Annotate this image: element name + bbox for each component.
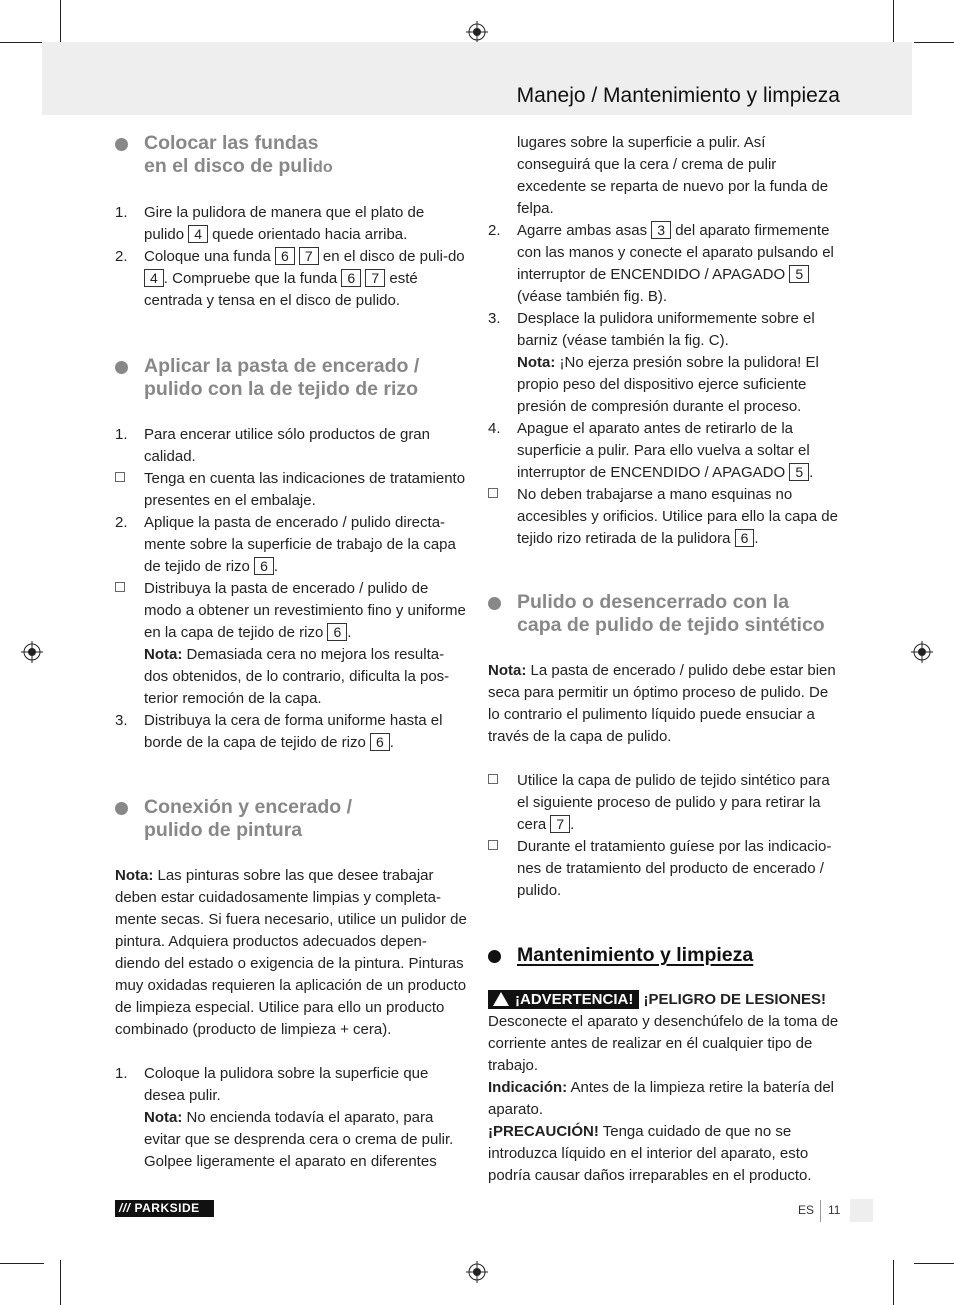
part-number: 6 <box>275 247 295 265</box>
bullet-icon <box>488 950 501 963</box>
checkbox-bullet-icon <box>488 774 498 784</box>
part-number: 6 <box>254 557 274 575</box>
footer-band <box>850 1199 873 1222</box>
precaution-paragraph: ¡PRECAUCIÓN! Tenga cuidado de que no se introduzca líquido en el interior del aparato, esto podría causar daños irreparables en el producto. <box>488 1123 812 1184</box>
crop-mark <box>60 0 61 45</box>
section-heading-colocar-fundas: Colocar las fundas en el disco de pulido <box>115 132 468 179</box>
crop-mark <box>0 42 44 43</box>
list-item: 3. Distribuya la cera de forma uniforme hasta el borde de la capa de tejido de rizo 6 . <box>115 712 443 751</box>
part-number: 6 <box>735 529 755 547</box>
list-item: Durante el tratamiento guíese por las indicacio-nes de tratamiento del producto de encerado / pulido. <box>488 836 840 902</box>
warning-badge: ¡ADVERTENCIA! <box>488 990 639 1009</box>
part-number: 5 <box>789 463 809 481</box>
list-item-continuation: lugares sobre la superficie a pulir. Así conseguirá que la cera / crema de pulir excedente se reparta de nuevo por la funda de felpa. <box>517 134 829 217</box>
list-item: 3. Desplace la pulidora uniformemente sobre el barniz (véase también la fig. C). Nota: ¡No ejerza presión sobre la pulidora! El propio peso del dispositivo ejerce suficiente presión de compresión durante el proceso. <box>488 310 819 415</box>
list-item: 2. Agarre ambas asas 3 del aparato firmemente con las manos y conecte el aparato pulsando el interruptor de ENCENDIDO / APAGADO 5 (véase también fig. B). <box>488 222 834 305</box>
bullet-icon <box>115 138 128 151</box>
indication-paragraph: Indicación: Antes de la limpieza retire la batería del aparato. <box>488 1079 835 1118</box>
crop-mark <box>914 1263 954 1264</box>
part-number: 7 <box>299 247 319 265</box>
part-number: 5 <box>789 265 809 283</box>
footer-divider <box>820 1200 821 1222</box>
section-heading-mantenimiento: Mantenimiento y limpieza <box>488 944 840 967</box>
list-item: 4. Apague el aparato antes de retirarlo de la superficie a pulir. Para ello vuelva a soltar el interruptor de ENCENDIDO / APAGADO 5 . <box>488 420 814 481</box>
page-title: Manejo / Mantenimiento y limpieza <box>516 84 840 107</box>
registration-mark-icon <box>911 641 933 663</box>
left-column <box>115 132 468 1173</box>
parkside-logo: /// PARKSIDE <box>115 1200 214 1217</box>
registration-mark-icon <box>21 641 43 663</box>
list-item: No deben trabajarse a mano esquinas no accesibles y orificios. Utilice para ello la capa de tejido rizo retirada de la pulidora 6 . <box>488 484 840 550</box>
language-code: ES <box>798 1203 815 1217</box>
note-paragraph: Nota: La pasta de encerado / pulido debe estar bien seca para permitir un óptimo proceso de pulido. De lo contrario el pulimento líquido puede ensuciar a través de la capa de pulido. <box>488 662 836 745</box>
crop-mark <box>0 1263 44 1264</box>
section-heading-pulido-desencerrado: Pulido o desencerrado con la capa de pulido de tejido sintético <box>488 591 840 637</box>
crop-mark <box>893 0 894 45</box>
checkbox-bullet-icon <box>115 582 125 592</box>
section-heading-conexion-encerado: Conexión y encerado / pulido de pintura <box>115 796 468 842</box>
part-number: 6 <box>370 733 390 751</box>
bullet-icon <box>115 361 128 374</box>
checkbox-bullet-icon <box>115 472 125 482</box>
crop-mark <box>914 42 954 43</box>
checkbox-bullet-icon <box>488 488 498 498</box>
part-number: 6 <box>341 269 361 287</box>
list-item: Tenga en cuenta las indicaciones de tratamiento presentes en el embalaje. <box>115 468 468 512</box>
list-item: 1. Para encerar utilice sólo productos de gran calidad. <box>115 426 430 465</box>
list-item: Distribuya la pasta de encerado / pulido de modo a obtener un revestimiento fino y uniforme en la capa de tejido de rizo 6 . Nota: Demasiada cera no mejora los resulta-dos obtenidos, de lo contrario, dificulta la pos-terior remoción de la capa. <box>115 578 468 710</box>
bullet-icon <box>488 597 501 610</box>
list-item: 1. Gire la pulidora de manera que el plato de pulido 4 quede orientado hacia arriba. <box>115 204 425 243</box>
part-number: 3 <box>651 221 671 239</box>
list-item: 1. Coloque la pulidora sobre la superficie que desea pulir. Nota: No encienda todavía el aparato, para evitar que se desprenda cera o crema de pulir. Golpee ligeramente el aparato en diferentes <box>115 1065 454 1170</box>
right-column <box>488 132 840 1187</box>
warning-paragraph: ¡ADVERTENCIA! ¡PELIGRO DE LESIONES! Desconecte el aparato y desenchúfelo de la toma de corriente antes de realizar en él cualquier tipo de trabajo. <box>488 991 839 1074</box>
list-item: 2. Aplique la pasta de encerado / pulido directa-mente sobre la superficie de trabajo de la capa de tejido de rizo 6 . <box>115 514 456 575</box>
registration-mark-icon <box>466 1261 488 1283</box>
part-number: 7 <box>550 815 570 833</box>
registration-mark-icon <box>466 21 488 43</box>
note-paragraph: Nota: Las pinturas sobre las que desee trabajar deben estar cuidadosamente limpias y completa-mente secas. Si fuera necesario, utilice un pulidor de pintura. Adquiera productos adecuados depen-diendo del estado o exigencia de la pintura. Pinturas muy oxidadas requieren la aplicación de un producto de limpieza especial. Utilice para ello un producto combinado (producto de limpieza + cera). <box>115 867 467 1038</box>
part-number: 4 <box>144 269 164 287</box>
page-number: 11 <box>828 1203 841 1217</box>
warning-triangle-icon <box>493 992 509 1006</box>
list-item: Utilice la capa de pulido de tejido sintético para el siguiente proceso de pulido y para retirar la cera 7 . <box>488 770 840 836</box>
list-item: 2. Coloque una funda 6 7 en el disco de puli-do 4 . Compruebe que la funda 6 7 esté centrada y tensa en el disco de pulido. <box>115 248 465 309</box>
part-number: 7 <box>365 269 385 287</box>
logo-stripes-icon: /// <box>119 1201 131 1215</box>
checkbox-bullet-icon <box>488 840 498 850</box>
bullet-icon <box>115 802 128 815</box>
part-number: 6 <box>327 623 347 641</box>
part-number: 4 <box>188 225 208 243</box>
section-heading-aplicar-pasta: Aplicar la pasta de encerado / pulido con la de tejido de rizo <box>115 355 468 401</box>
crop-mark <box>60 1260 61 1305</box>
crop-mark <box>893 1260 894 1305</box>
